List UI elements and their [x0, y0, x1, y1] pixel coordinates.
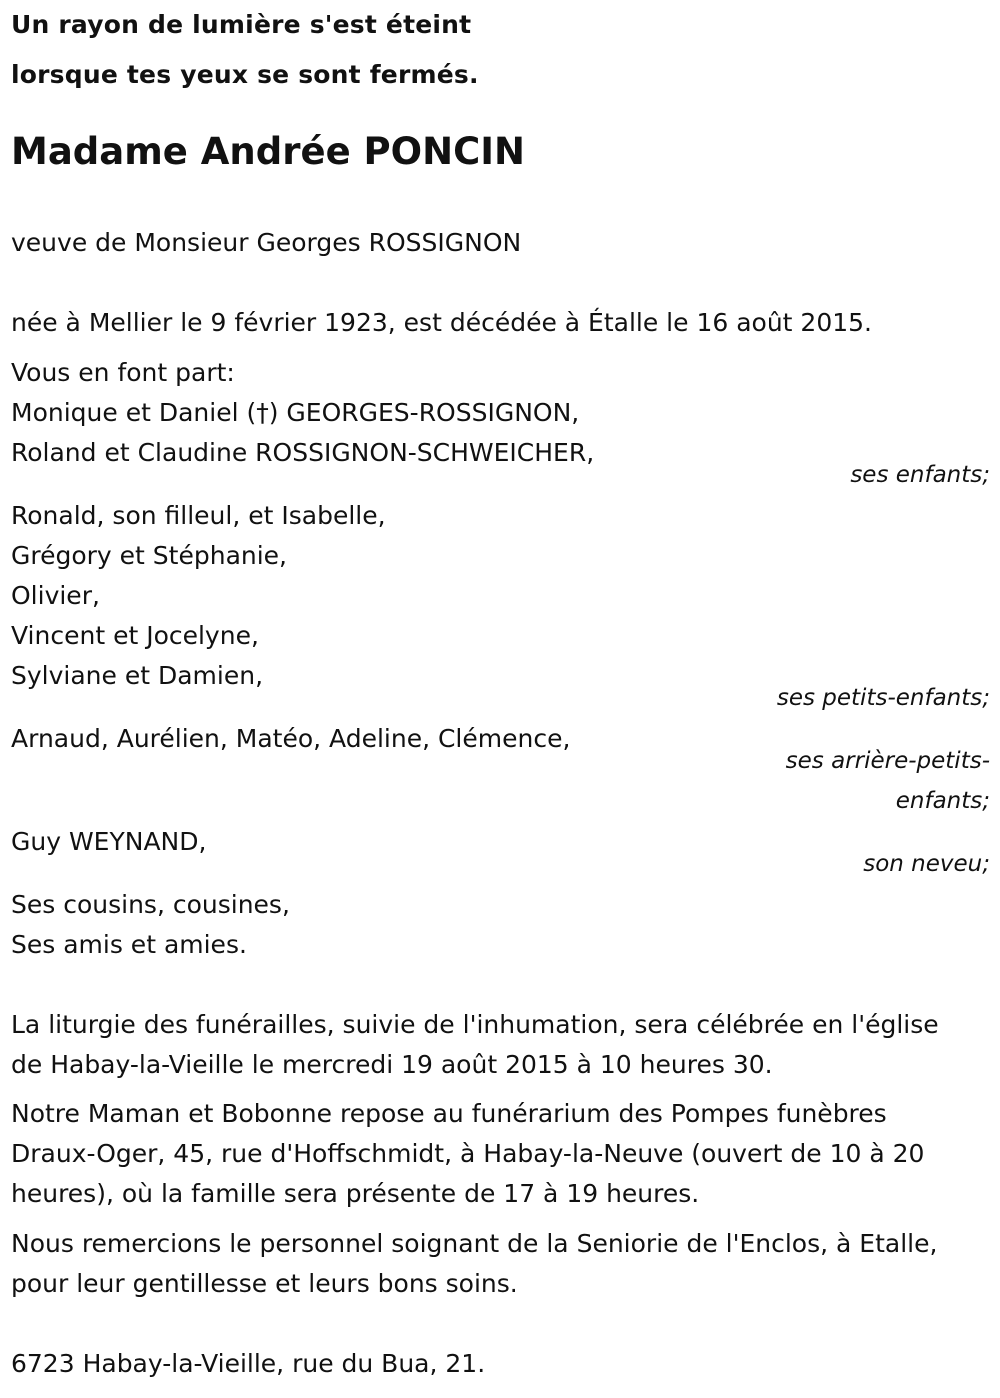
great-grandchildren-role-2: enfants; [895, 788, 990, 814]
birth-death: née à Mellier le 9 février 1923, est décédée à Étalle le 16 août 2015. [11, 308, 872, 337]
child-2: Roland et Claudine ROSSIGNON-SCHWEICHER, [11, 438, 595, 467]
grandchild-2: Grégory et Stéphanie, [11, 541, 288, 570]
children-role: ses enfants; [850, 462, 990, 488]
great-grandchildren: Arnaud, Aurélien, Matéo, Adeline, Clémence, [11, 724, 571, 753]
nephew-role: son neveu; [863, 851, 990, 877]
great-grandchildren-role-1: ses arrière-petits- [785, 748, 990, 774]
cousins: Ses cousins, cousines, [11, 890, 290, 919]
address: 6723 Habay-la-Vieille, rue du Bua, 21. [11, 1349, 486, 1378]
widow-of: veuve de Monsieur Georges ROSSIGNON [11, 228, 522, 257]
grandchild-3: Olivier, [11, 581, 100, 610]
thanks-line-1: Nous remercions le personnel soignant de la Seniorie de l'Enclos, à Etalle, [11, 1229, 938, 1258]
family-intro: Vous en font part: [11, 358, 235, 387]
liturgy-line-1: La liturgie des funérailles, suivie de l'inhumation, sera célébrée en l'église [11, 1010, 939, 1039]
quote-line-2: lorsque tes yeux se sont fermés. [11, 60, 479, 89]
grandchild-4: Vincent et Jocelyne, [11, 621, 259, 650]
funerarium-line-1: Notre Maman et Bobonne repose au funérarium des Pompes funèbres [11, 1099, 887, 1128]
friends: Ses amis et amies. [11, 930, 247, 959]
funerarium-line-2: Draux-Oger, 45, rue d'Hoffschmidt, à Habay-la-Neuve (ouvert de 10 à 20 [11, 1139, 925, 1168]
thanks-line-2: pour leur gentillesse et leurs bons soins. [11, 1269, 518, 1298]
deceased-name: Madame Andrée PONCIN [11, 130, 525, 173]
quote-line-1: Un rayon de lumière s'est éteint [11, 10, 472, 39]
liturgy-line-2: de Habay-la-Vieille le mercredi 19 août 2015 à 10 heures 30. [11, 1050, 773, 1079]
nephew: Guy WEYNAND, [11, 827, 207, 856]
grandchild-5: Sylviane et Damien, [11, 661, 264, 690]
grandchild-1: Ronald, son filleul, et Isabelle, [11, 501, 386, 530]
grandchildren-role: ses petits-enfants; [776, 685, 990, 711]
funerarium-line-3: heures), où la famille sera présente de 17 à 19 heures. [11, 1179, 700, 1208]
child-1: Monique et Daniel (†) GEORGES-ROSSIGNON, [11, 398, 580, 427]
